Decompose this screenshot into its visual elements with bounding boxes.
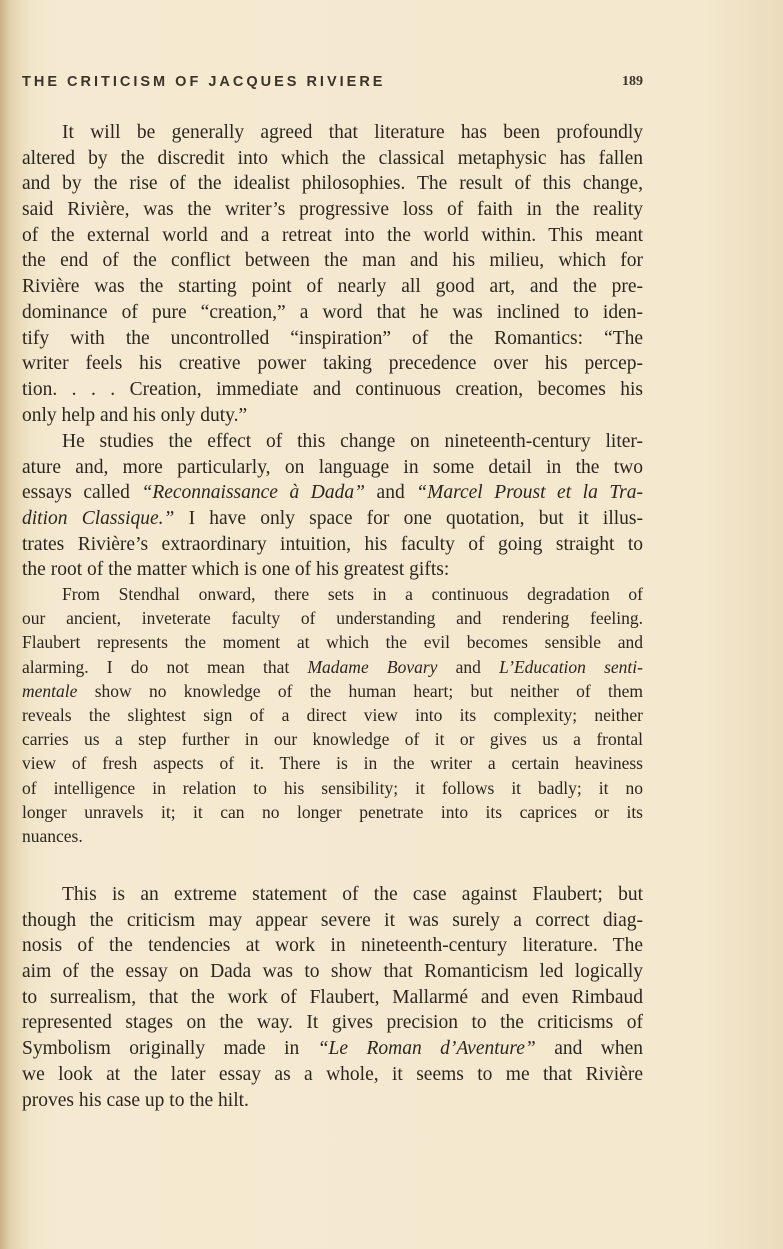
text-run: reveals the slightest sign of a direct view into its complexity; neither (22, 704, 643, 725)
text-run: From Stendhal onward, there sets in a continuous degradation of (62, 584, 643, 604)
text-line (22, 455, 643, 481)
text-run: dominance of pure “creation,” a word that he was inclined to iden- (22, 301, 643, 323)
text-line (22, 506, 643, 532)
text-run: to surrealism, that the work of Flaubert, Mallarmé and even Rimbaud (22, 986, 643, 1008)
text-run: ature and, more particularly, on language in some detail in the two (22, 456, 643, 478)
text-run: the end of the conflict between the man and his milieu, which for (22, 250, 643, 272)
italic-title: dition Classique.” (22, 508, 175, 530)
text-line (22, 248, 643, 274)
text-run: and (364, 482, 417, 504)
text-line (22, 377, 643, 403)
text-run: nuances. (22, 825, 83, 846)
italic-title: “Reconnaissance à Dada” (141, 482, 365, 504)
text-line (22, 532, 643, 558)
text-run: our ancient, inveterate faculty of understanding and rendering feeling. (22, 608, 643, 629)
text-run: aim of the essay on Dada was to show that Romanticism led logically (22, 961, 643, 983)
text-run: longer unravels it; it can no longer penetrate into its caprices or its (22, 801, 643, 822)
text-run: essays called (22, 482, 142, 504)
text-line (22, 908, 643, 934)
text-run: of the external world and a retreat into the world within. This meant (22, 224, 643, 246)
paragraph-2 (22, 429, 643, 583)
text-run: Rivière was the starting point of nearly all good art, and the pre- (22, 276, 643, 298)
text-line (22, 171, 643, 197)
text-run: I have only space for one quotation, but it illus- (174, 508, 643, 530)
text-run: alarming. I do not mean that (22, 656, 308, 677)
text-run: said Rivière, was the writer’s progressive loss of faith in the reality (22, 199, 643, 221)
text-line (22, 959, 643, 985)
text-line (22, 727, 643, 751)
text-run: proves his case up to the hilt. (22, 1089, 249, 1111)
text-line (22, 776, 643, 800)
text-line (22, 630, 643, 654)
text-line (22, 1010, 643, 1036)
running-title: THE CRITICISM OF JACQUES RIVIERE (22, 74, 386, 90)
text-line (22, 403, 643, 429)
text-line (22, 274, 643, 300)
text-line (22, 606, 643, 630)
text-line (22, 679, 643, 703)
text-line (22, 557, 643, 583)
text-line (22, 751, 643, 775)
text-run: This is an extreme statement of the case against Flaubert; but (62, 884, 643, 905)
text-run: and (437, 656, 500, 677)
text-run: It will be generally agreed that literature has been profoundly (62, 122, 643, 143)
page-number: 189 (622, 74, 643, 89)
text-line (22, 197, 643, 223)
text-line (22, 1088, 643, 1114)
block-quote (22, 582, 643, 848)
text-run: Symbolism originally made in (22, 1038, 318, 1060)
text-line (22, 429, 643, 455)
paragraph-1 (22, 120, 643, 428)
text-line (22, 985, 643, 1011)
text-run: though the criticism may appear severe it was surely a correct diag- (22, 909, 643, 931)
text-line (22, 655, 643, 679)
text-run: altered by the discredit into which the classical metaphysic has fallen (22, 147, 643, 169)
text-run: the root of the matter which is one of his greatest gifts: (22, 559, 450, 581)
text-run: He studies the effect of this change on nineteenth-century liter- (62, 431, 643, 452)
text-run: carries us a step further in our knowledge of it or gives us a frontal (22, 729, 643, 750)
italic-title: “Marcel Proust et la Tra- (416, 482, 643, 504)
text-line (22, 326, 643, 352)
text-run: tify with the uncontrolled “inspiration” of the Romantics: “The (22, 327, 643, 349)
text-run: and when (535, 1038, 643, 1060)
text-line (22, 300, 643, 326)
text-line (22, 1036, 643, 1062)
text-line (22, 1062, 643, 1088)
text-run: we look at the later essay as a whole, it seems to me that Rivière (22, 1063, 643, 1085)
running-header (22, 74, 643, 98)
text-run: nosis of the tendencies at work in nineteenth-century literature. The (22, 935, 643, 957)
text-line (22, 480, 643, 506)
text-line (22, 800, 643, 824)
italic-title: Madame Bovary (307, 656, 438, 677)
text-line (22, 582, 643, 606)
text-run: only help and his only duty.” (22, 404, 248, 426)
text-line (22, 882, 643, 908)
text-line (22, 223, 643, 249)
italic-title: mentale (22, 680, 78, 701)
text-line (22, 703, 643, 727)
text-run: tion. . . . Creation, immediate and continuous creation, becomes his (22, 378, 643, 400)
text-line (22, 146, 643, 172)
text-run: represented stages on the way. It gives precision to the criticisms of (22, 1012, 643, 1034)
text-line (22, 933, 643, 959)
text-run: and by the rise of the idealist philosophies. The result of this change, (22, 173, 643, 195)
text-run: Flaubert represents the moment at which the evil becomes sensible and (22, 632, 643, 653)
italic-title: “Le Roman d’Aventure” (317, 1038, 536, 1060)
italic-title: L’Education senti- (499, 656, 643, 677)
text-run: trates Rivière’s extraordinary intuition, his faculty of going straight to (22, 533, 643, 555)
text-run: show no knowledge of the human heart; but neither of them (77, 680, 643, 701)
text-line (22, 824, 643, 848)
text-run: view of fresh aspects of it. There is in the writer a certain heaviness (22, 753, 643, 774)
text-line (22, 351, 643, 377)
text-run: writer feels his creative power taking precedence over his percep- (22, 353, 643, 375)
paragraph-3 (22, 882, 643, 1113)
text-line (22, 120, 643, 146)
text-run: of intelligence in relation to his sensibility; it follows it badly; it no (22, 777, 643, 798)
